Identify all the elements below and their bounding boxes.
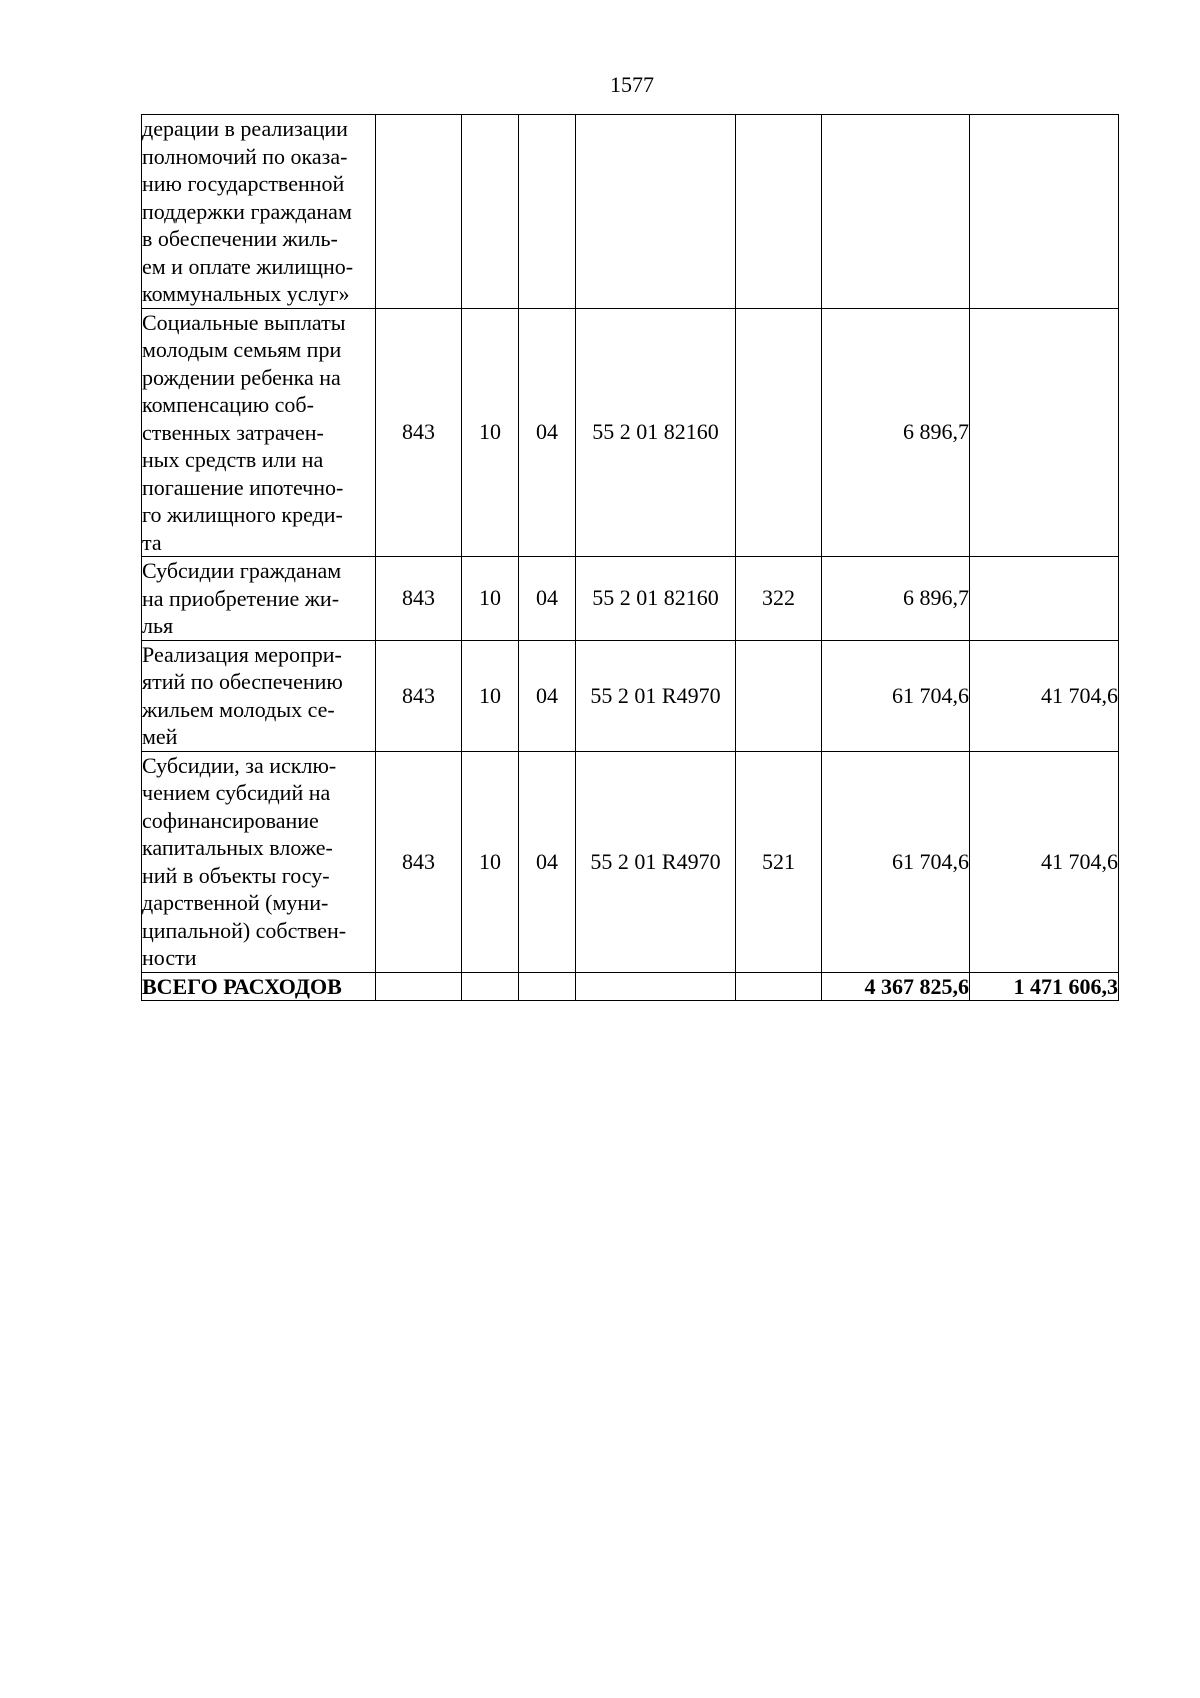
- table-row: [142, 308, 1119, 557]
- target-article-cell: 55 2 01 82160: [576, 308, 736, 557]
- item-name-line: дарственной (муни-: [142, 890, 329, 915]
- item-name-line: ципальной) собствен-: [142, 917, 347, 943]
- item-name-line: ятий по обеспечению: [142, 669, 343, 694]
- page-number: 1577: [610, 72, 654, 97]
- item-name-line: ности: [142, 945, 197, 970]
- empty-cell: [519, 972, 576, 1000]
- subsection-cell: 04: [519, 308, 576, 557]
- item-name-line: жильем молодых се-: [142, 696, 335, 722]
- expense-type-cell: 322: [736, 557, 822, 641]
- grbs-cell: 843: [376, 751, 462, 972]
- item-name-line: ем и оплате жилищно-: [142, 253, 354, 279]
- grbs-cell: 843: [376, 308, 462, 557]
- empty-cell: [462, 972, 519, 1000]
- item-name-cell: [142, 308, 376, 557]
- amount-secondary-cell: [970, 115, 1119, 309]
- section-cell: 10: [462, 557, 519, 641]
- expense-type-cell: [736, 115, 822, 309]
- target-article-cell: 55 2 01 82160: [576, 557, 736, 641]
- item-name-cell: [142, 557, 376, 641]
- item-name-line: рождении ребенка на: [142, 364, 341, 390]
- item-name-cell: [142, 751, 376, 972]
- item-name-line: коммунальных услуг»: [142, 281, 350, 306]
- item-name-line: Социальные выплаты: [142, 309, 346, 335]
- subsection-cell: 04: [519, 640, 576, 751]
- target-article-cell: 55 2 01 R4970: [576, 751, 736, 972]
- target-article-cell: 55 2 01 R4970: [576, 640, 736, 751]
- subsection-cell: 04: [519, 557, 576, 641]
- expense-type-cell: 521: [736, 751, 822, 972]
- section-cell: 10: [462, 308, 519, 557]
- item-name-line: Субсидии гражданам: [142, 558, 342, 583]
- total-row: [142, 972, 1119, 1000]
- item-name-line: та: [142, 529, 162, 555]
- amount-secondary-cell: 41 704,6: [970, 751, 1119, 972]
- item-name-line: Субсидии, за исклю-: [142, 752, 337, 778]
- item-name-line: ственных затрачен-: [142, 419, 324, 445]
- table-row: [142, 640, 1119, 751]
- expense-type-cell: [736, 640, 822, 751]
- item-name-line: дерации в реализации: [142, 116, 348, 141]
- empty-cell: [576, 972, 736, 1000]
- total-amount-secondary: 1 471 606,3: [970, 972, 1119, 1000]
- amount-cell: 61 704,6: [822, 640, 970, 751]
- amount-secondary-cell: [970, 557, 1119, 641]
- subsection-cell: [519, 115, 576, 309]
- item-name-cell: [142, 640, 376, 751]
- section-cell: [462, 115, 519, 309]
- expense-type-cell: [736, 308, 822, 557]
- item-name-line: чением субсидий на: [142, 780, 331, 805]
- total-label: ВСЕГО РАСХОДОВ: [142, 972, 376, 1000]
- amount-cell: [822, 115, 970, 309]
- item-name-line: софинансирование: [142, 807, 319, 833]
- item-name-line: компенсацию соб-: [142, 392, 314, 417]
- amount-cell: 6 896,7: [822, 557, 970, 641]
- grbs-cell: 843: [376, 640, 462, 751]
- item-name-line: в обеспечении жиль-: [142, 226, 338, 251]
- item-name-line: нию государственной: [142, 171, 345, 196]
- item-name-line: ний в объекты госу-: [142, 862, 330, 888]
- item-name-line: капитальных вложе-: [142, 835, 333, 860]
- target-article-cell: [576, 115, 736, 309]
- item-name-line: го жилищного креди-: [142, 502, 343, 527]
- grbs-cell: [376, 115, 462, 309]
- item-name-line: на приобретение жи-: [142, 585, 340, 611]
- amount-cell: 6 896,7: [822, 308, 970, 557]
- amount-secondary-cell: [970, 308, 1119, 557]
- amount-cell: 61 704,6: [822, 751, 970, 972]
- section-cell: 10: [462, 751, 519, 972]
- item-name-cell: [142, 115, 376, 309]
- table-row: [142, 557, 1119, 641]
- item-name-line: погашение ипотечно-: [142, 474, 344, 500]
- item-name-line: полномочий по оказа-: [142, 143, 348, 169]
- section-cell: 10: [462, 640, 519, 751]
- table-body: [142, 115, 1119, 1001]
- total-amount: 4 367 825,6: [822, 972, 970, 1000]
- budget-table: [141, 114, 1119, 1001]
- grbs-cell: 843: [376, 557, 462, 641]
- item-name-line: лья: [142, 613, 174, 638]
- subsection-cell: 04: [519, 751, 576, 972]
- item-name-line: ных средств или на: [142, 447, 324, 472]
- item-name-line: Реализация меропри-: [142, 641, 342, 667]
- item-name-line: поддержки гражданам: [142, 198, 352, 224]
- item-name-line: мей: [142, 724, 178, 749]
- empty-cell: [376, 972, 462, 1000]
- empty-cell: [736, 972, 822, 1000]
- amount-secondary-cell: 41 704,6: [970, 640, 1119, 751]
- item-name-line: молодым семьям при: [142, 337, 342, 362]
- table-row: [142, 115, 1119, 309]
- table-row: [142, 751, 1119, 972]
